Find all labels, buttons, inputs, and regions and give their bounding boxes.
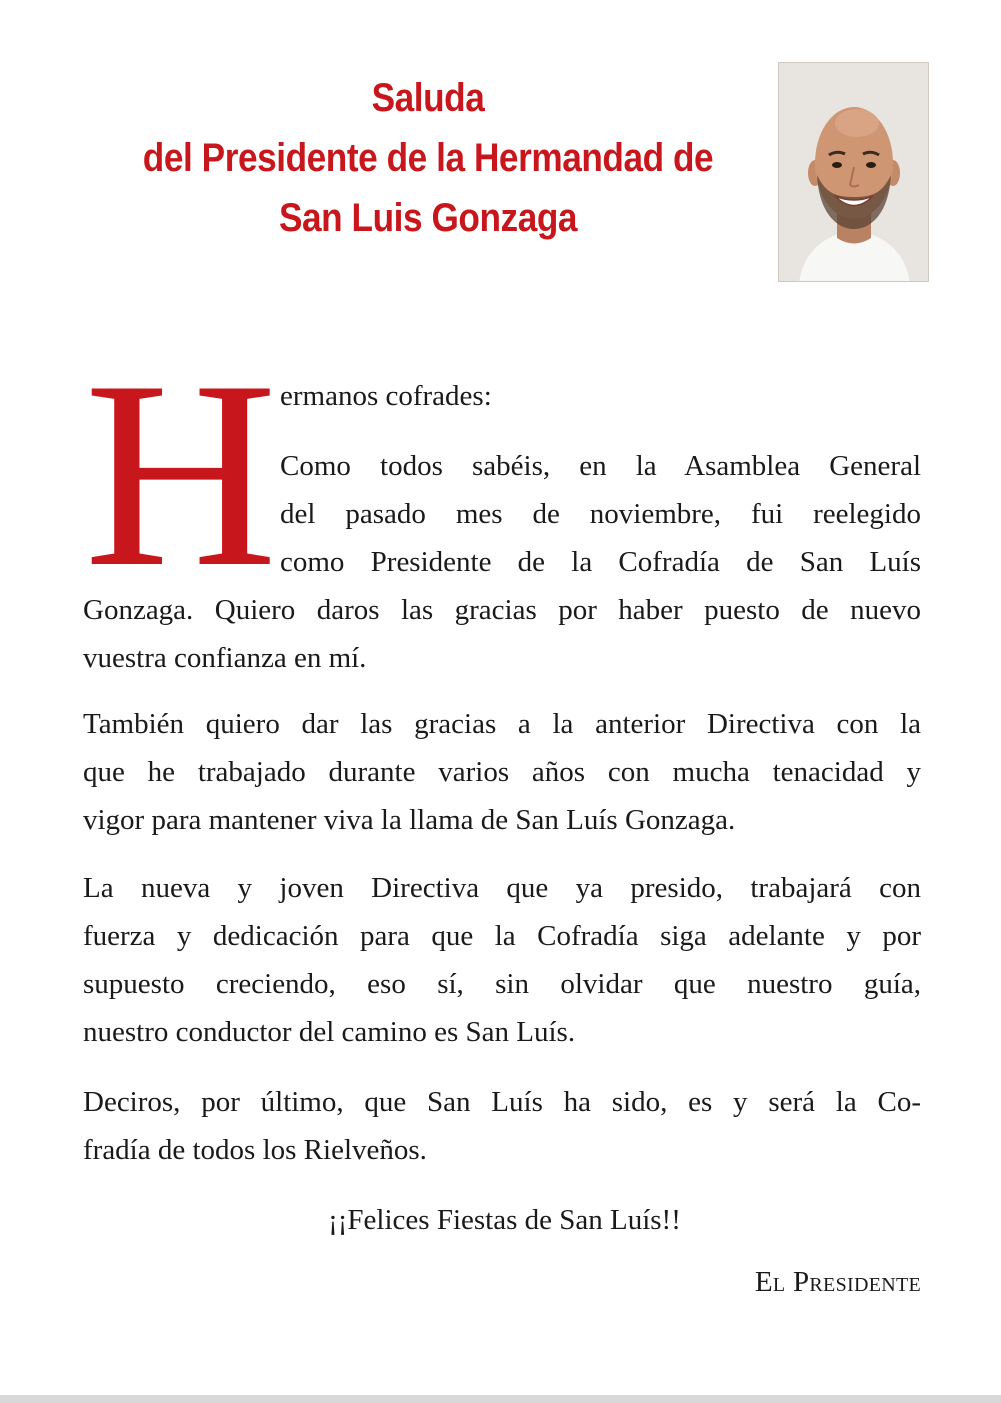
paragraph-1-line-1: Como todos sabéis, en la Asamblea General xyxy=(280,450,921,482)
paragraph-3-line-4: nuestro conductor del camino es San Luís. xyxy=(83,1016,576,1048)
president-portrait-photo xyxy=(778,62,929,282)
paragraph-1-indented xyxy=(280,442,921,586)
paragraph-1-line-5: vuestra confianza en mí. xyxy=(83,642,367,674)
paragraph-1-line-3: como Presidente de la Cofradía de San Luís xyxy=(280,546,921,578)
paragraph-4-line-1: Deciros, por último, que San Luís ha sido, es y será la Co- xyxy=(83,1086,921,1118)
paragraph-1-line-2: del pasado mes de noviembre, fui reelegido xyxy=(280,498,921,530)
title-line-2: del Presidente de la Hermandad de xyxy=(142,136,714,180)
paragraph-3-line-2: fuerza y dedicación para que la Cofradía siga adelante y por xyxy=(83,920,921,952)
paragraph-2-line-3: vigor para mantener viva la llama de San Luís Gonzaga. xyxy=(83,804,736,836)
paragraph-3-line-1: La nueva y joven Directiva que ya presido, trabajará con xyxy=(83,872,921,904)
paragraph-4 xyxy=(83,1078,921,1174)
paragraph-2-line-1: También quiero dar las gracias a la anterior Directiva con la xyxy=(83,708,921,740)
document-title xyxy=(131,68,726,248)
paragraph-3 xyxy=(83,864,921,1056)
paragraph-3-line-3: supuesto creciendo, eso sí, sin olvidar que nuestro guía, xyxy=(83,968,921,1000)
paragraph-2 xyxy=(83,700,921,844)
portrait-icon xyxy=(779,63,929,282)
page-bottom-divider xyxy=(0,1395,1001,1403)
closing-text: ¡¡Felices Fiestas de San Luís!! xyxy=(328,1204,681,1236)
title-line-1: Saluda xyxy=(371,76,485,120)
paragraph-2-line-2: que he trabajado durante varios años con mucha tenacidad y xyxy=(83,756,921,788)
paragraph-1-full xyxy=(83,586,921,682)
paragraph-1-line-4: Gonzaga. Quiero daros las gracias por haber puesto de nuevo xyxy=(83,594,921,626)
signature: El Presidente xyxy=(754,1266,921,1298)
paragraph-4-line-2: fradía de todos los Rielveños. xyxy=(83,1134,427,1166)
greeting-line xyxy=(280,372,921,420)
drop-cap-letter: H xyxy=(84,325,274,622)
greeting-text: ermanos cofrades: xyxy=(280,380,492,412)
title-line-3: San Luis Gonzaga xyxy=(278,196,578,240)
closing-greeting xyxy=(0,1196,1001,1244)
